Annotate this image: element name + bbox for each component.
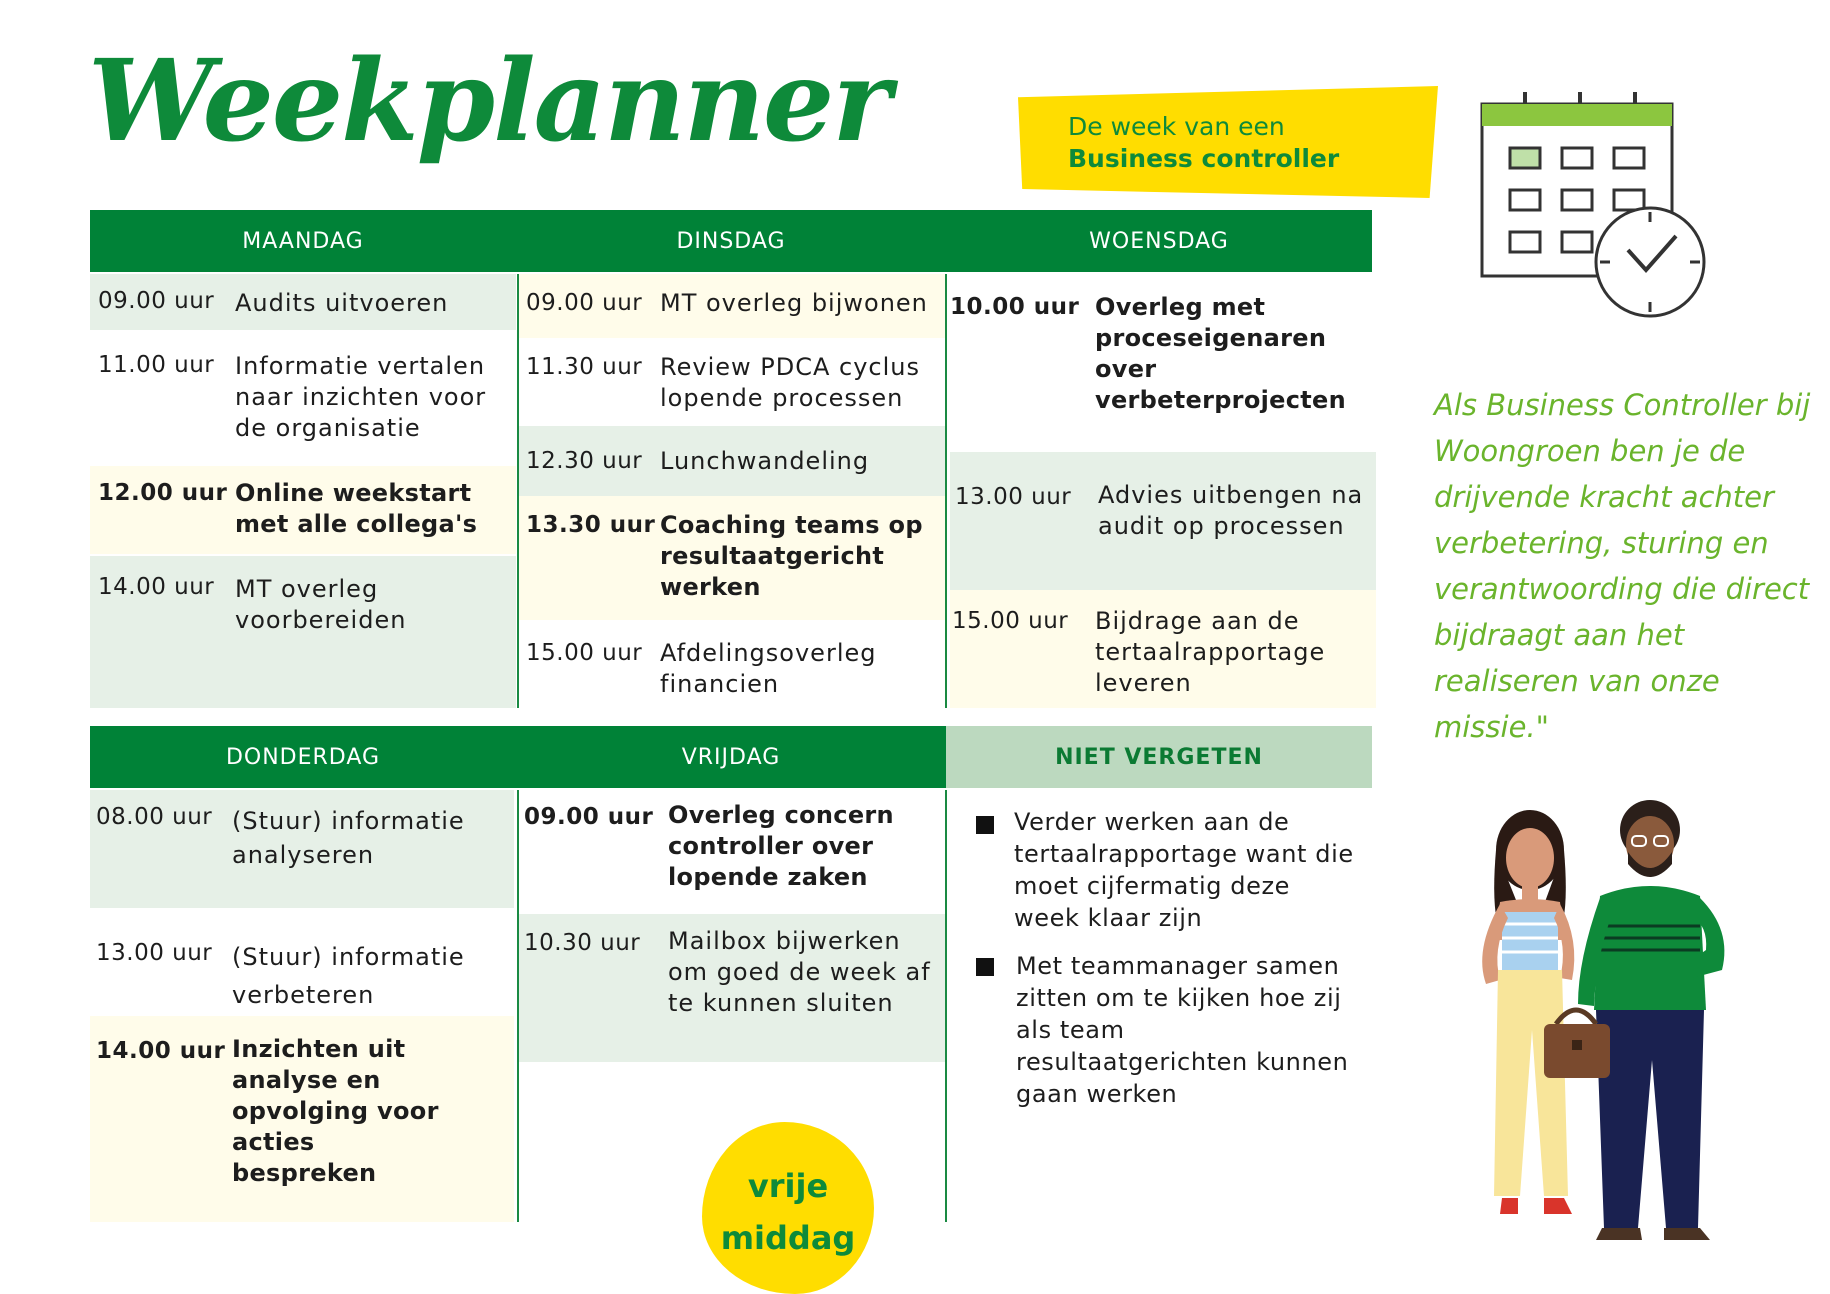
bullet-icon <box>976 958 994 976</box>
slot-text: Informatie vertalen naar inzichten voor de organisatie <box>235 352 487 442</box>
slot-time: 14.00 uur <box>98 574 215 600</box>
slot-text: MT overleg bijwonen <box>660 289 928 317</box>
column-divider <box>945 274 947 708</box>
slot-text: Bijdrage aan de tertaalrapportage leveren <box>1095 607 1326 697</box>
slot-time: 13.00 uur <box>955 484 1072 510</box>
slot-text: Lunchwandeling <box>660 447 870 475</box>
slot-time: 12.30 uur <box>526 448 643 474</box>
calendar-clock-icon <box>1480 90 1712 322</box>
slot-time: 11.00 uur <box>98 352 215 378</box>
slot-time: 15.00 uur <box>952 608 1069 634</box>
quote-text: Als Business Controller bij Woongroen ben je de drijvende kracht achter verbetering, sturing en verantwoording die direct bijdraagt aan het realiseren van onze missie." <box>1434 388 1811 744</box>
role-tag-line2: Business controller <box>1068 144 1340 173</box>
header-dinsdag: DINSDAG <box>676 228 786 254</box>
header-donderdag: DONDERDAG <box>225 744 381 770</box>
slot-time: 15.00 uur <box>526 640 643 666</box>
vrije-middag-line2: middag <box>720 1219 856 1257</box>
slot-text: Advies uitbengen na audit op processen <box>1098 481 1364 540</box>
slot-text: Overleg met proceseigenaren over verbeterprojecten <box>1095 293 1346 414</box>
vrije-middag-text <box>702 1160 874 1264</box>
slot-time: 10.30 uur <box>524 930 641 956</box>
slot-time: 11.30 uur <box>526 354 643 380</box>
column-divider <box>945 790 947 1222</box>
header-vrijdag: VRIJDAG <box>681 744 781 770</box>
role-tag-line1: De week van een <box>1068 112 1285 141</box>
header-woensdag: WOENSDAG <box>1089 228 1229 254</box>
slot-time: 13.30 uur <box>526 512 656 538</box>
slot-text: Review PDCA cyclus lopende processen <box>660 353 920 412</box>
slot-time: 09.00 uur <box>98 288 215 314</box>
slot-time: 12.00 uur <box>98 480 228 506</box>
slot-text: Inzichten uit analyse en opvolging voor acties bespreken <box>232 1035 439 1187</box>
slot-text: Coaching teams op resultaatgericht werken <box>660 511 923 601</box>
vrije-middag-line1: vrije <box>747 1167 829 1205</box>
header-niet-vergeten: NIET VERGETEN <box>946 726 1372 788</box>
slot-time: 09.00 uur <box>524 804 654 830</box>
bullet-icon <box>976 816 994 834</box>
role-tag <box>1018 86 1438 198</box>
slot-text: MT overleg voorbereiden <box>235 575 407 634</box>
page-title: Weekplanner <box>88 36 890 167</box>
slot-text: Overleg concern controller over lopende zaken <box>668 801 894 891</box>
slot-text: Mailbox bijwerken om goed de week af te kunnen sluiten <box>668 927 931 1017</box>
slot-time: 10.00 uur <box>950 294 1080 320</box>
header-maandag: MAANDAG <box>242 228 364 254</box>
reminder-item: Met teammanager samen zitten om te kijken hoe zij als team resultaatgerichten kunnen gaan werken <box>1016 952 1349 1108</box>
slot-text: (Stuur) informatie verbeteren <box>232 943 465 1009</box>
slot-text: Audits uitvoeren <box>235 289 449 317</box>
slot-time: 14.00 uur <box>96 1038 226 1064</box>
slot-time: 13.00 uur <box>96 940 213 966</box>
people-illustration <box>1460 800 1750 1260</box>
slot-text: (Stuur) informatie analyseren <box>232 807 465 869</box>
slot-time: 09.00 uur <box>526 290 643 316</box>
reminder-item: Verder werken aan de tertaalrapportage want die moet cijfermatig deze week klaar zijn <box>1014 808 1354 932</box>
slot-text: Online weekstart met alle collega's <box>235 479 478 538</box>
slot-text: Afdelingsoverleg financien <box>660 639 877 698</box>
slot-time: 08.00 uur <box>96 804 213 830</box>
